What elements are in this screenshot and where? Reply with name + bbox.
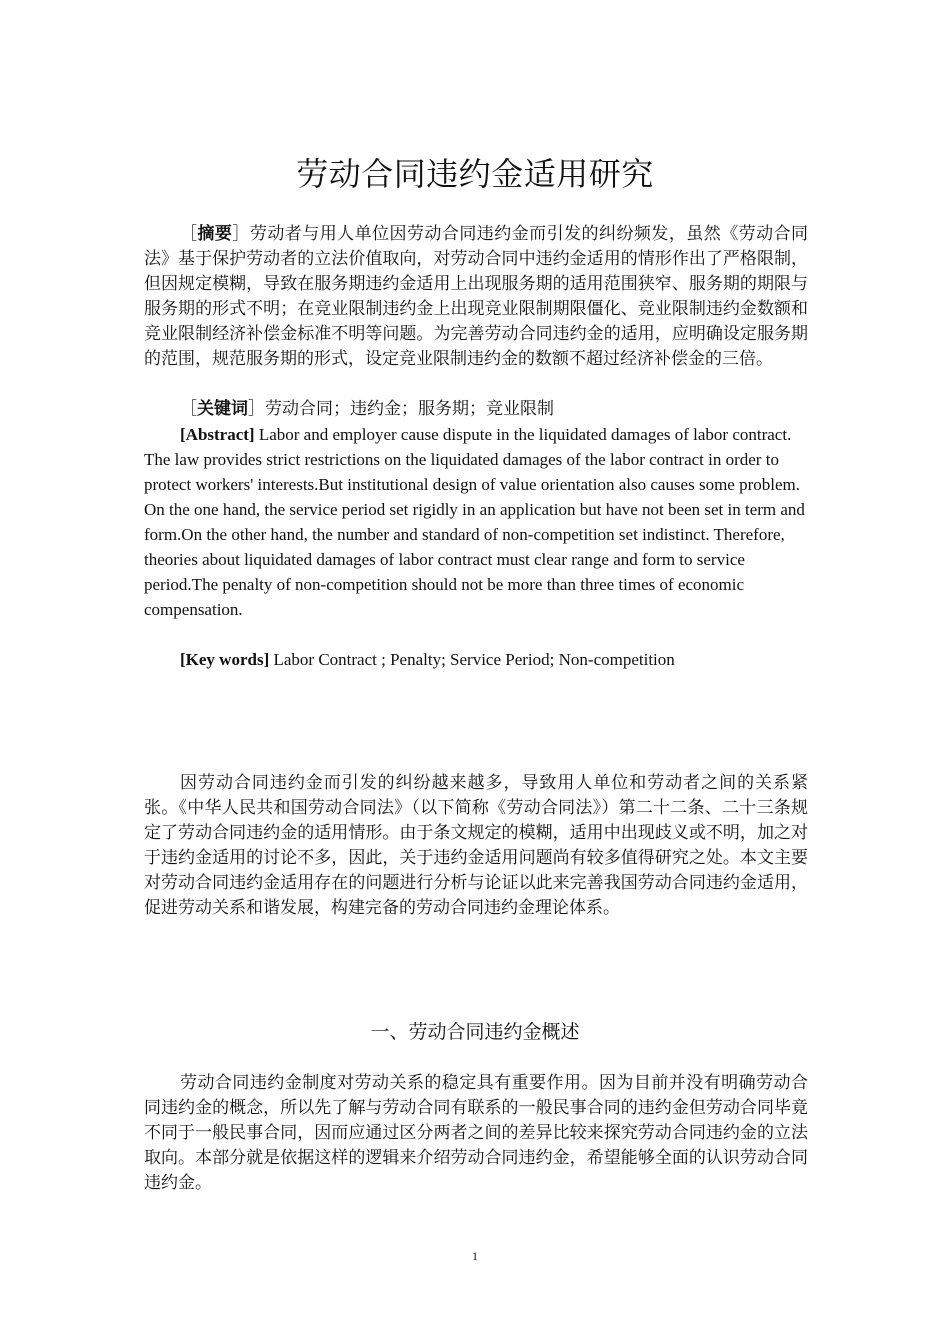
keywords-cn [144,397,808,422]
keywords-cn-label-close: ］ [248,399,265,419]
intro-paragraph: 因劳动合同违约金而引发的纠纷越来越多，导致用人单位和劳动者之间的关系紧张。《中华人民共和国劳动合同法》（以下简称《劳动合同法》）第二十二条、二十三条规定了劳动合同违约金的适用情形。由于条文规定的模糊，适用中出现歧义或不明，加之对于违约金适用的讨论不多，因此，关于违约金适用问题尚有较多值得研究之处。本文主要对劳动合同违约金适用存在的问题进行分析与论证以此来完善我国劳动合同违约金适用，促进劳动关系和谐发展，构建完备的劳动合同违约金理论体系。 [144,773,808,918]
abstract-en-label: [Abstract] [180,425,255,444]
page-number: 1 [472,1249,478,1263]
abstract-cn [144,222,808,372]
section-1-paragraph: 劳动合同违约金制度对劳动关系的稳定具有重要作用。因为目前并没有明确劳动合同违约金的概念，所以先了解与劳动合同有联系的一般民事合同的违约金但劳动合同毕竟不同于一般民事合同，因而应通过区分两者之间的差异比较来探究劳动合同违约金的立法取向。本部分就是依据这样的逻辑来介绍劳动合同违约金，希望能够全面的认识劳动合同违约金。 [144,1073,808,1193]
abstract-cn-label: 摘要 [197,224,233,244]
abstract-en [144,422,808,622]
abstract-cn-label-close: ］ [232,224,250,244]
abstract-cn-label-open: ［ [180,224,198,244]
keywords-cn-text: 劳动合同；违约金；服务期；竞业限制 [265,399,554,419]
keywords-cn-label: 关键词 [197,399,248,419]
section-1-heading: 一、劳动合同违约金概述 [370,1021,580,1043]
document-title: 劳动合同违约金适用研究 [296,155,654,193]
abstract-cn-text: 劳动者与用人单位因劳动合同违约金而引发的纠纷频发，虽然《劳动合同法》基于保护劳动者的立法价值取向，对劳动合同中违约金适用的情形作出了严格限制，但因规定模糊，导致在服务期违约金适用上出现服务期的适用范围狭窄、服务期的期限与服务期的形式不明；在竞业限制违约金上出现竞业限制期限僵化、竞业限制违约金数额和竞业限制经济补偿金标准不明等问题。为完善劳动合同违约金的适用，应明确设定服务期的范围，规范服务期的形式，设定竞业限制违约金的数额不超过经济补偿金的三倍。 [144,224,809,369]
keywords-en [144,647,808,672]
keywords-en-text: Labor Contract ; Penalty; Service Period; Non-competition [269,650,675,669]
keywords-cn-label-open: ［ [180,399,197,419]
abstract-en-text: Labor and employer cause dispute in the liquidated damages of labor contract. The law provides strict restrictions on the liquidated damages of the labor contract in order to protect workers' interests.But institutional design of value orientation also causes some problem. On the one hand, the service period set rigidly in an application but have not been set in term and form.On the other hand, the number and standard of non-competition set indistinct. Therefore, theories about liquidated damages of labor contract must clear range and form to service period.The penalty of non-competition should not be more than three times of economic compensation. [144,425,805,619]
keywords-en-label: [Key words] [180,650,270,669]
